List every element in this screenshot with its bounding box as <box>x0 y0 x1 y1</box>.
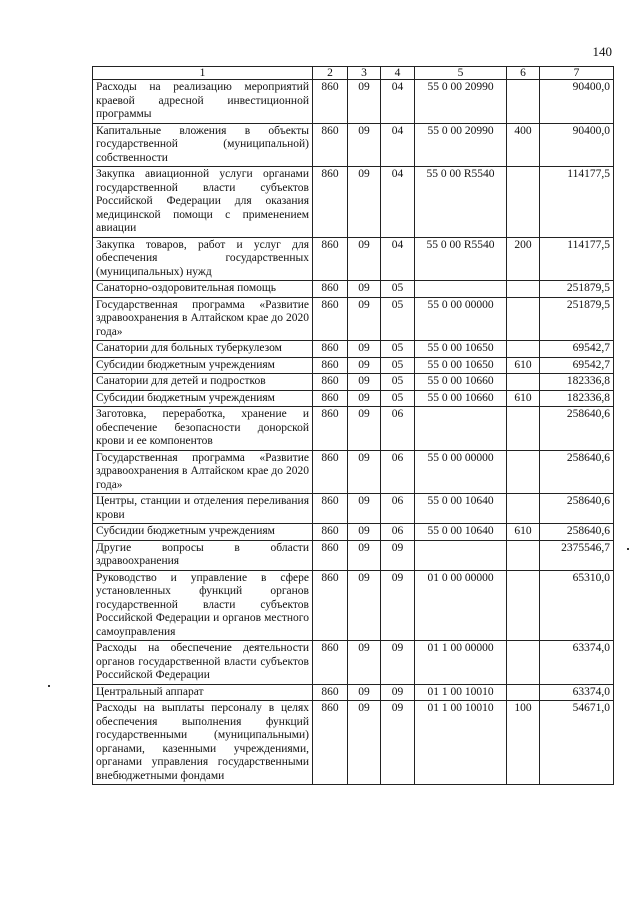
table-row <box>93 123 614 167</box>
amount-cell: 90400,0 <box>540 123 614 167</box>
expense-type-cell: 200 <box>507 237 540 281</box>
amount-cell: 182336,8 <box>540 374 614 391</box>
target-article-cell: 55 0 00 10650 <box>415 341 507 358</box>
table-row <box>93 524 614 541</box>
section-code-cell: 09 <box>348 684 381 701</box>
amount-cell: 69542,7 <box>540 341 614 358</box>
table-header-row <box>93 67 614 80</box>
subsection-code-cell: 05 <box>381 341 415 358</box>
expense-type-cell <box>507 341 540 358</box>
ministry-code-cell: 860 <box>313 297 348 341</box>
scan-mark <box>627 548 629 550</box>
section-code-cell: 09 <box>348 297 381 341</box>
table-row <box>93 684 614 701</box>
subsection-code-cell: 06 <box>381 524 415 541</box>
table-body <box>93 80 614 785</box>
section-code-cell: 09 <box>348 123 381 167</box>
target-article-cell: 01 1 00 00000 <box>415 641 507 685</box>
ministry-code-cell: 860 <box>313 281 348 298</box>
row-name-cell: Субсидии бюджетным учреждениям <box>93 390 313 407</box>
table-row <box>93 297 614 341</box>
expense-type-cell <box>507 407 540 451</box>
row-name-cell: Санаторно-оздоровительная помощь <box>93 281 313 298</box>
amount-cell: 182336,8 <box>540 390 614 407</box>
table-row <box>93 237 614 281</box>
ministry-code-cell: 860 <box>313 237 348 281</box>
amount-cell: 63374,0 <box>540 641 614 685</box>
budget-table <box>92 66 614 785</box>
column-header: 1 <box>93 67 313 80</box>
subsection-code-cell: 04 <box>381 80 415 124</box>
section-code-cell: 09 <box>348 167 381 238</box>
column-header: 7 <box>540 67 614 80</box>
target-article-cell: 01 0 00 00000 <box>415 570 507 641</box>
target-article-cell: 55 0 00 10640 <box>415 524 507 541</box>
ministry-code-cell: 860 <box>313 641 348 685</box>
expense-type-cell <box>507 297 540 341</box>
table-row <box>93 374 614 391</box>
section-code-cell: 09 <box>348 540 381 570</box>
amount-cell: 258640,6 <box>540 450 614 494</box>
table-row <box>93 80 614 124</box>
table-row <box>93 341 614 358</box>
expense-type-cell <box>507 540 540 570</box>
ministry-code-cell: 860 <box>313 374 348 391</box>
amount-cell: 114177,5 <box>540 237 614 281</box>
expense-type-cell: 610 <box>507 524 540 541</box>
subsection-code-cell: 09 <box>381 540 415 570</box>
ministry-code-cell: 860 <box>313 80 348 124</box>
target-article-cell: 55 0 00 10640 <box>415 494 507 524</box>
row-name-cell: Руководство и управление в сфере установленных функций органов государственной власти субъектов Российской Федерации и органов местного самоуправления <box>93 570 313 641</box>
section-code-cell: 09 <box>348 570 381 641</box>
row-name-cell: Санатории для больных туберкулезом <box>93 341 313 358</box>
expense-type-cell <box>507 641 540 685</box>
ministry-code-cell: 860 <box>313 407 348 451</box>
ministry-code-cell: 860 <box>313 167 348 238</box>
section-code-cell: 09 <box>348 281 381 298</box>
subsection-code-cell: 09 <box>381 570 415 641</box>
expense-type-cell <box>507 450 540 494</box>
ministry-code-cell: 860 <box>313 123 348 167</box>
target-article-cell: 01 1 00 10010 <box>415 701 507 785</box>
section-code-cell: 09 <box>348 374 381 391</box>
section-code-cell: 09 <box>348 80 381 124</box>
amount-cell: 258640,6 <box>540 524 614 541</box>
target-article-cell: 55 0 00 00000 <box>415 297 507 341</box>
section-code-cell: 09 <box>348 641 381 685</box>
table-row <box>93 570 614 641</box>
table-row <box>93 540 614 570</box>
section-code-cell: 09 <box>348 450 381 494</box>
subsection-code-cell: 09 <box>381 641 415 685</box>
target-article-cell: 55 0 00 R5540 <box>415 237 507 281</box>
expense-type-cell <box>507 684 540 701</box>
target-article-cell: 55 0 00 10660 <box>415 374 507 391</box>
expense-type-cell: 400 <box>507 123 540 167</box>
row-name-cell: Закупка товаров, работ и услуг для обеспечения государственных (муниципальных) нужд <box>93 237 313 281</box>
subsection-code-cell: 05 <box>381 390 415 407</box>
subsection-code-cell: 04 <box>381 167 415 238</box>
column-header: 4 <box>381 67 415 80</box>
ministry-code-cell: 860 <box>313 494 348 524</box>
subsection-code-cell: 05 <box>381 357 415 374</box>
page-number: 140 <box>592 44 612 59</box>
column-header: 2 <box>313 67 348 80</box>
amount-cell: 65310,0 <box>540 570 614 641</box>
expense-type-cell <box>507 281 540 298</box>
row-name-cell: Расходы на выплаты персоналу в целях обеспечения выполнения функций государственными (муниципальными) органами, казенными учреждениями, органами управления государственными внебюджетными фондами <box>93 701 313 785</box>
ministry-code-cell: 860 <box>313 341 348 358</box>
expense-type-cell: 610 <box>507 390 540 407</box>
ministry-code-cell: 860 <box>313 390 348 407</box>
section-code-cell: 09 <box>348 357 381 374</box>
column-header: 6 <box>507 67 540 80</box>
expense-type-cell: 610 <box>507 357 540 374</box>
section-code-cell: 09 <box>348 701 381 785</box>
amount-cell: 69542,7 <box>540 357 614 374</box>
table-row <box>93 641 614 685</box>
row-name-cell: Другие вопросы в области здравоохранения <box>93 540 313 570</box>
expense-type-cell <box>507 494 540 524</box>
row-name-cell: Субсидии бюджетным учреждениям <box>93 524 313 541</box>
expense-type-cell <box>507 374 540 391</box>
amount-cell: 258640,6 <box>540 494 614 524</box>
scan-mark <box>48 685 50 687</box>
subsection-code-cell: 04 <box>381 237 415 281</box>
subsection-code-cell: 09 <box>381 684 415 701</box>
section-code-cell: 09 <box>348 341 381 358</box>
row-name-cell: Заготовка, переработка, хранение и обеспечение безопасности донорской крови и ее компонентов <box>93 407 313 451</box>
target-article-cell <box>415 407 507 451</box>
target-article-cell <box>415 540 507 570</box>
amount-cell: 251879,5 <box>540 297 614 341</box>
row-name-cell: Государственная программа «Развитие здравоохранения в Алтайском крае до 2020 года» <box>93 450 313 494</box>
subsection-code-cell: 04 <box>381 123 415 167</box>
ministry-code-cell: 860 <box>313 524 348 541</box>
subsection-code-cell: 06 <box>381 450 415 494</box>
section-code-cell: 09 <box>348 390 381 407</box>
amount-cell: 251879,5 <box>540 281 614 298</box>
amount-cell: 90400,0 <box>540 80 614 124</box>
row-name-cell: Центры, станции и отделения переливания крови <box>93 494 313 524</box>
row-name-cell: Государственная программа «Развитие здравоохранения в Алтайском крае до 2020 года» <box>93 297 313 341</box>
row-name-cell: Санатории для детей и подростков <box>93 374 313 391</box>
section-code-cell: 09 <box>348 237 381 281</box>
row-name-cell: Расходы на обеспечение деятельности органов государственной власти субъектов Российской Федерации <box>93 641 313 685</box>
amount-cell: 63374,0 <box>540 684 614 701</box>
target-article-cell: 55 0 00 R5540 <box>415 167 507 238</box>
subsection-code-cell: 06 <box>381 494 415 524</box>
expense-type-cell <box>507 570 540 641</box>
expense-type-cell <box>507 80 540 124</box>
subsection-code-cell: 05 <box>381 297 415 341</box>
row-name-cell: Капитальные вложения в объекты государственной (муниципальной) собственности <box>93 123 313 167</box>
row-name-cell: Закупка авиационной услуги органами государственной власти субъектов Российской Федерации для оказания медицинской помощи с применением авиации <box>93 167 313 238</box>
ministry-code-cell: 860 <box>313 357 348 374</box>
target-article-cell: 01 1 00 10010 <box>415 684 507 701</box>
target-article-cell: 55 0 00 10660 <box>415 390 507 407</box>
subsection-code-cell: 05 <box>381 374 415 391</box>
ministry-code-cell: 860 <box>313 684 348 701</box>
amount-cell: 54671,0 <box>540 701 614 785</box>
target-article-cell: 55 0 00 20990 <box>415 80 507 124</box>
subsection-code-cell: 09 <box>381 701 415 785</box>
target-article-cell <box>415 281 507 298</box>
subsection-code-cell: 05 <box>381 281 415 298</box>
amount-cell: 258640,6 <box>540 407 614 451</box>
amount-cell: 2375546,7 <box>540 540 614 570</box>
expense-type-cell <box>507 167 540 238</box>
row-name-cell: Субсидии бюджетным учреждениям <box>93 357 313 374</box>
ministry-code-cell: 860 <box>313 540 348 570</box>
table-row <box>93 494 614 524</box>
section-code-cell: 09 <box>348 494 381 524</box>
amount-cell: 114177,5 <box>540 167 614 238</box>
section-code-cell: 09 <box>348 407 381 451</box>
target-article-cell: 55 0 00 20990 <box>415 123 507 167</box>
target-article-cell: 55 0 00 00000 <box>415 450 507 494</box>
table-row <box>93 167 614 238</box>
table-row <box>93 390 614 407</box>
table-row <box>93 357 614 374</box>
section-code-cell: 09 <box>348 524 381 541</box>
expense-type-cell: 100 <box>507 701 540 785</box>
ministry-code-cell: 860 <box>313 570 348 641</box>
ministry-code-cell: 860 <box>313 701 348 785</box>
target-article-cell: 55 0 00 10650 <box>415 357 507 374</box>
column-header: 3 <box>348 67 381 80</box>
column-header: 5 <box>415 67 507 80</box>
ministry-code-cell: 860 <box>313 450 348 494</box>
row-name-cell: Расходы на реализацию мероприятий краевой адресной инвестиционной программы <box>93 80 313 124</box>
table-row <box>93 450 614 494</box>
table-row <box>93 701 614 785</box>
table-row <box>93 281 614 298</box>
row-name-cell: Центральный аппарат <box>93 684 313 701</box>
table-row <box>93 407 614 451</box>
subsection-code-cell: 06 <box>381 407 415 451</box>
